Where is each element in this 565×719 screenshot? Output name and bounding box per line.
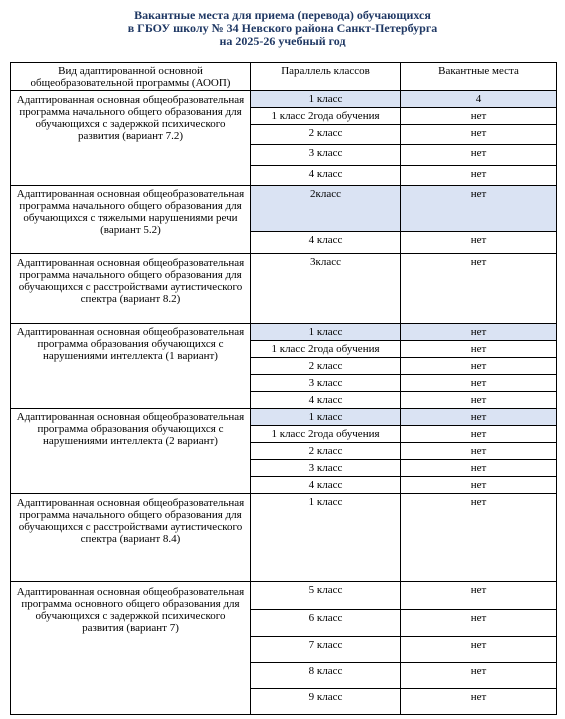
- vacancies-cell: нет: [401, 689, 557, 715]
- vacancies-cell: нет: [401, 477, 557, 494]
- vacancies-table: [10, 62, 557, 715]
- table-row: [11, 254, 557, 324]
- table-row: [11, 409, 557, 426]
- program-name-cell: Адаптированная основная общеобразовательная программа образования обучающихся с нарушениями интеллекта (1 вариант): [11, 324, 251, 409]
- vacancies-cell: нет: [401, 426, 557, 443]
- table-row: [11, 324, 557, 341]
- vacancies-cell: нет: [401, 166, 557, 186]
- page-title: [0, 9, 565, 48]
- vacancies-cell: нет: [401, 254, 557, 324]
- class-parallel-cell: 3класс: [251, 254, 401, 324]
- program-name-cell: Адаптированная основная общеобразовательная программа основного общего образования для обучающихся с задержкой психического развития (вариант 7): [11, 582, 251, 715]
- class-parallel-cell: 5 класс: [251, 582, 401, 610]
- vacancies-cell: нет: [401, 232, 557, 254]
- class-parallel-cell: 1 класс: [251, 409, 401, 426]
- table-row: [11, 91, 557, 108]
- vacancies-cell: нет: [401, 341, 557, 358]
- program-name-cell: Адаптированная основная общеобразовательная программа начального общего образования для обучающихся с тяжелыми нарушениями речи (вариант 5.2): [11, 186, 251, 254]
- title-line-1: Вакантные места для приема (перевода) обучающихся: [134, 8, 431, 22]
- vacancies-cell: нет: [401, 610, 557, 637]
- title-line-2: в ГБОУ школу № 34 Невского района Санкт-Петербурга: [127, 21, 438, 35]
- class-parallel-cell: 1 класс: [251, 91, 401, 108]
- header-row: [11, 63, 557, 91]
- table-body: [11, 91, 557, 715]
- class-parallel-cell: 4 класс: [251, 232, 401, 254]
- table-row: [11, 582, 557, 610]
- vacancies-cell: нет: [401, 375, 557, 392]
- header-program: Вид адаптированной основной общеобразовательной программы (АООП): [11, 63, 251, 91]
- vacancies-cell: нет: [401, 663, 557, 689]
- class-parallel-cell: 1 класс: [251, 324, 401, 341]
- table-row: [11, 494, 557, 582]
- class-parallel-cell: 1 класс 2года обучения: [251, 426, 401, 443]
- class-parallel-cell: 1 класс 2года обучения: [251, 341, 401, 358]
- program-name-cell: Адаптированная основная общеобразовательная программа начального общего образования для обучающихся с задержкой психического развития (вариант 7.2): [11, 91, 251, 186]
- header-class-parallel: Параллель классов: [251, 63, 401, 91]
- class-parallel-cell: 2класс: [251, 186, 401, 232]
- header-vacancies: Вакантные места: [401, 63, 557, 91]
- program-name-cell: Адаптированная основная общеобразовательная программа начального общего образования для обучающихся с расстройствами аутистического спектра (вариант 8.2): [11, 254, 251, 324]
- class-parallel-cell: 7 класс: [251, 637, 401, 663]
- class-parallel-cell: 9 класс: [251, 689, 401, 715]
- vacancies-cell: нет: [401, 460, 557, 477]
- class-parallel-cell: 6 класс: [251, 610, 401, 637]
- class-parallel-cell: 8 класс: [251, 663, 401, 689]
- vacancies-cell: нет: [401, 443, 557, 460]
- vacancies-cell: нет: [401, 108, 557, 125]
- class-parallel-cell: 4 класс: [251, 477, 401, 494]
- vacancies-cell: нет: [401, 392, 557, 409]
- title-line-3: на 2025-26 учебный год: [219, 34, 346, 48]
- class-parallel-cell: 2 класс: [251, 125, 401, 145]
- vacancies-cell: нет: [401, 582, 557, 610]
- class-parallel-cell: 2 класс: [251, 358, 401, 375]
- vacancies-cell: нет: [401, 409, 557, 426]
- vacancies-cell: нет: [401, 637, 557, 663]
- class-parallel-cell: 2 класс: [251, 443, 401, 460]
- class-parallel-cell: 3 класс: [251, 375, 401, 392]
- class-parallel-cell: 4 класс: [251, 392, 401, 409]
- class-parallel-cell: 1 класс: [251, 494, 401, 582]
- class-parallel-cell: 3 класс: [251, 145, 401, 166]
- vacancies-cell: нет: [401, 125, 557, 145]
- class-parallel-cell: 3 класс: [251, 460, 401, 477]
- program-name-cell: Адаптированная основная общеобразовательная программа начального общего образования для обучающихся с расстройствами аутистического спектра (вариант 8.4): [11, 494, 251, 582]
- vacancies-cell: 4: [401, 91, 557, 108]
- vacancies-cell: нет: [401, 494, 557, 582]
- vacancies-cell: нет: [401, 358, 557, 375]
- program-name-cell: Адаптированная основная общеобразовательная программа образования обучающихся с нарушениями интеллекта (2 вариант): [11, 409, 251, 494]
- class-parallel-cell: 1 класс 2года обучения: [251, 108, 401, 125]
- vacancies-cell: нет: [401, 145, 557, 166]
- vacancies-cell: нет: [401, 186, 557, 232]
- class-parallel-cell: 4 класс: [251, 166, 401, 186]
- table-row: [11, 186, 557, 232]
- vacancies-cell: нет: [401, 324, 557, 341]
